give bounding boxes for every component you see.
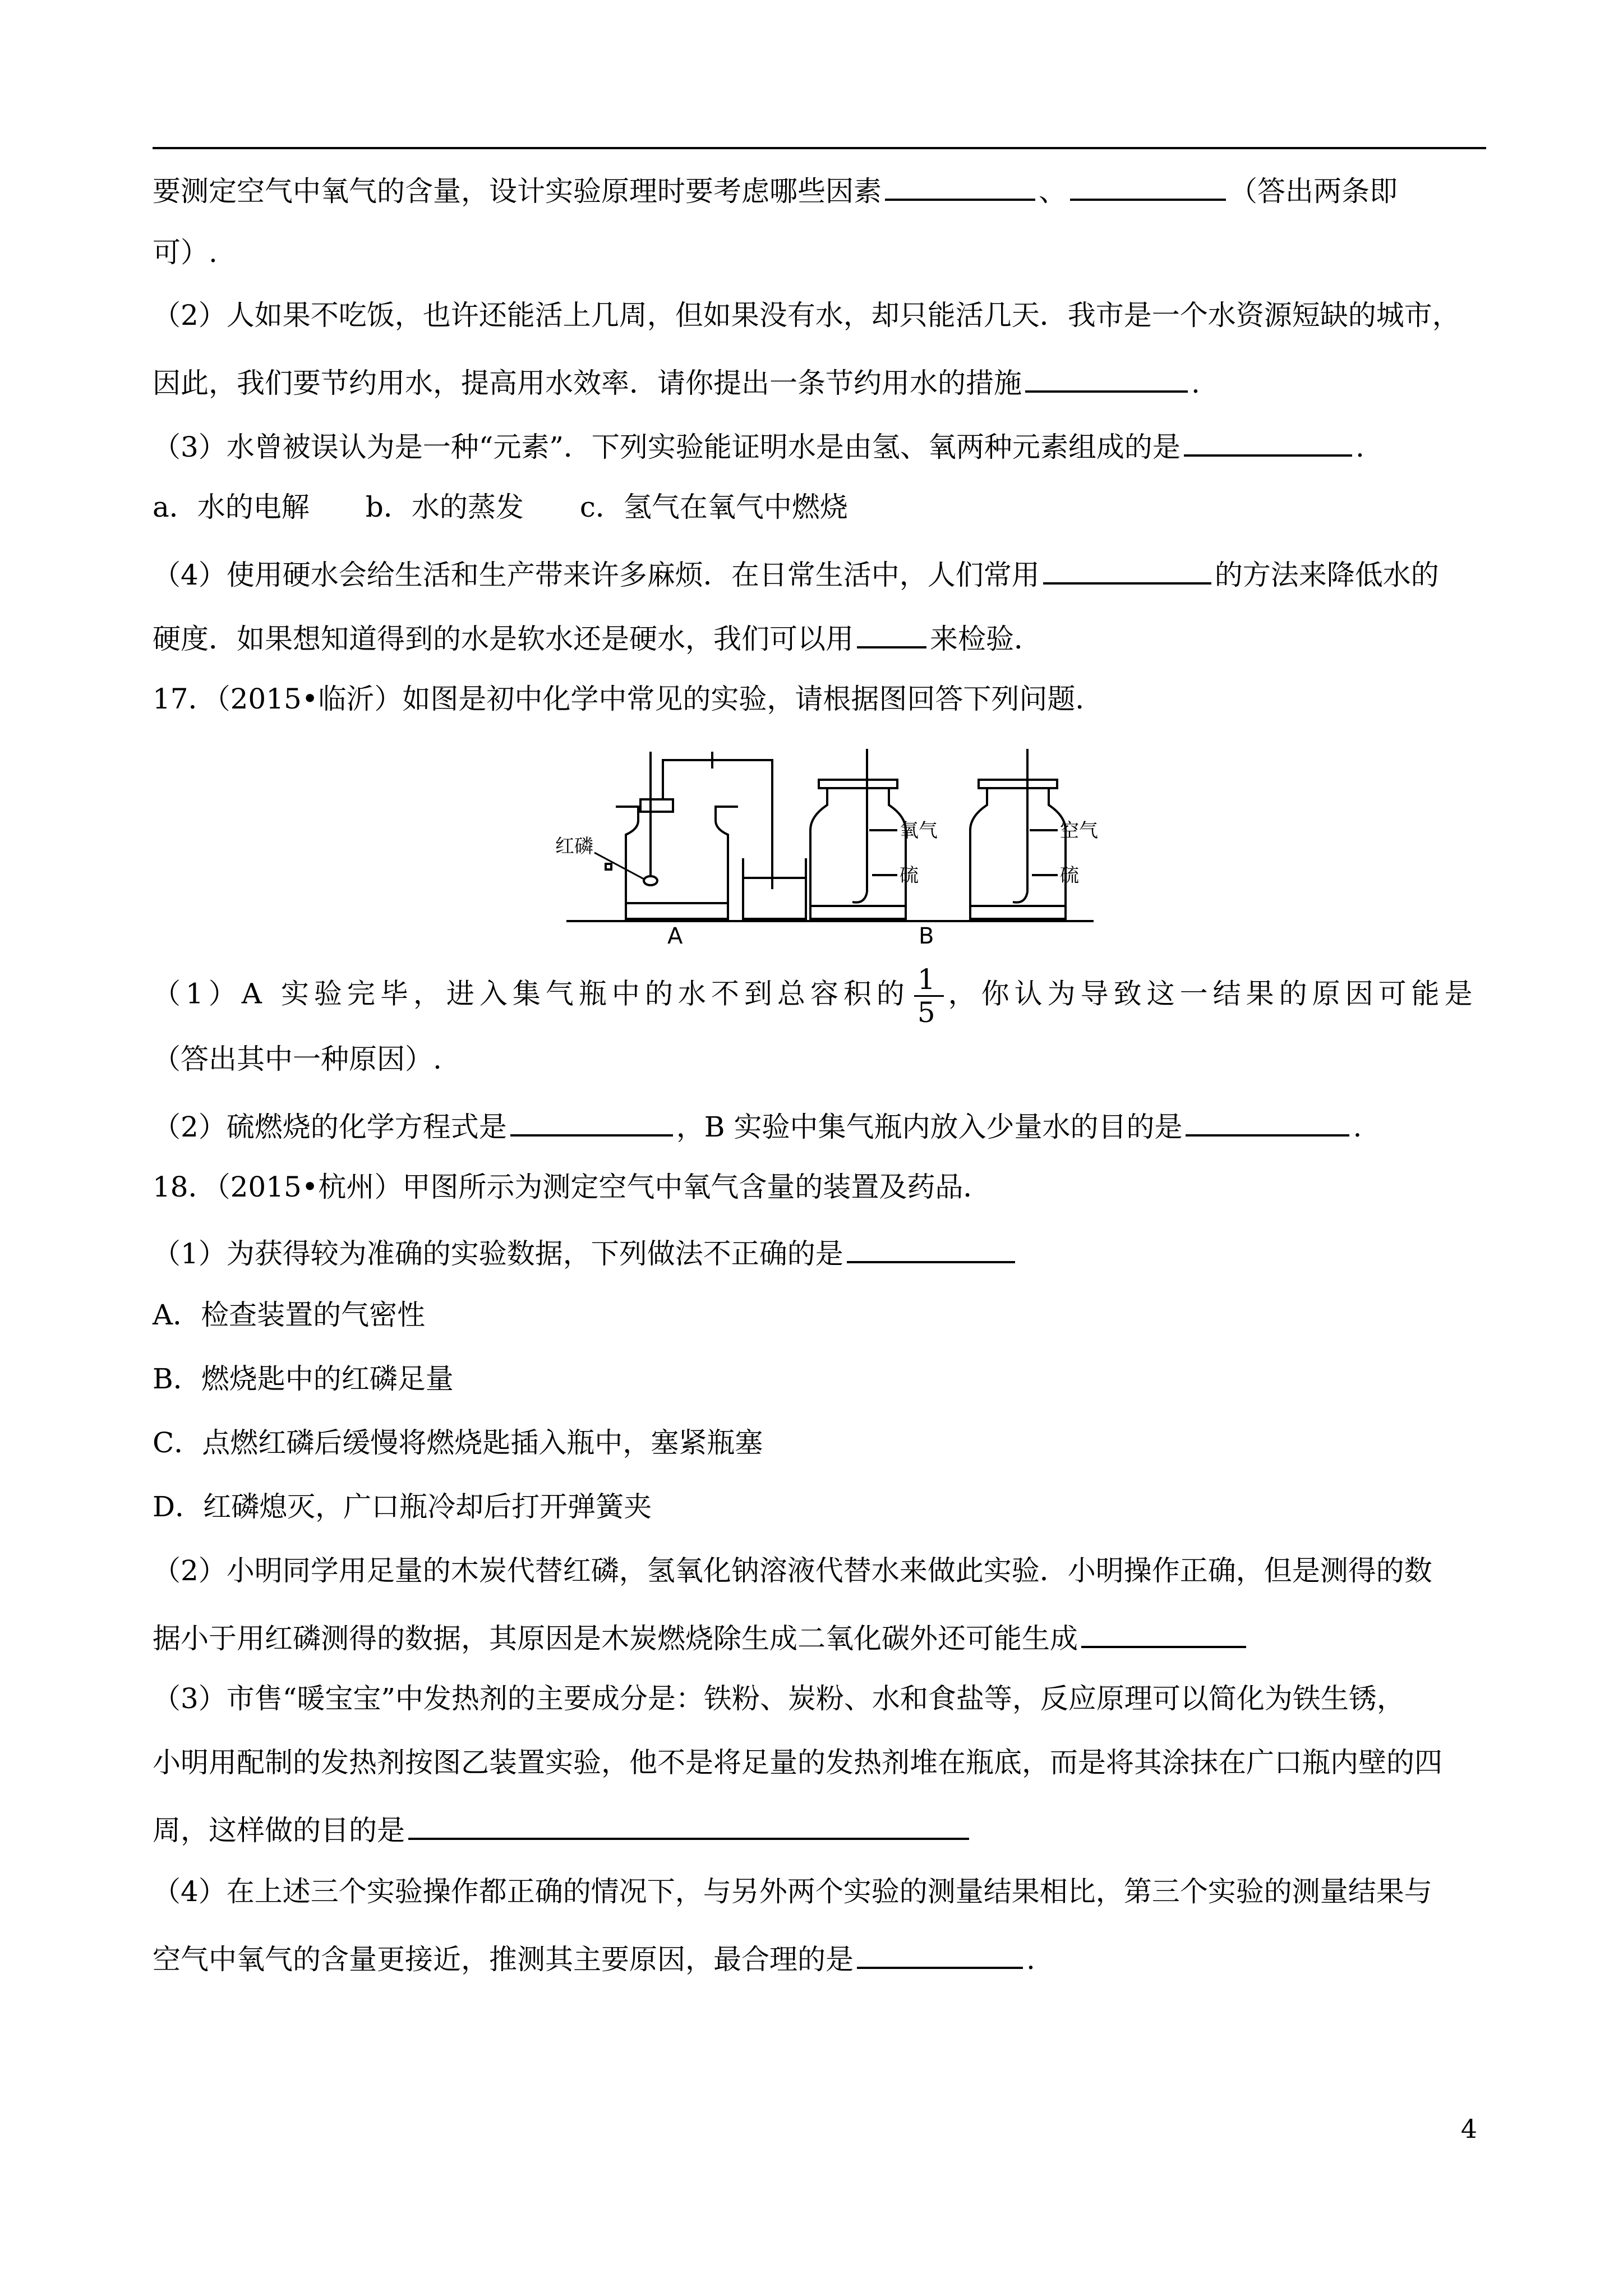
gas-bottle-b1 bbox=[810, 788, 906, 919]
spoon-a bbox=[644, 876, 657, 885]
label-sulfur: 硫 bbox=[1060, 864, 1079, 887]
answer-blank bbox=[857, 1939, 1023, 1969]
apparatus-b-air bbox=[970, 749, 1066, 919]
question-17-part-1 bbox=[153, 964, 1478, 1028]
text: （4）在上述三个实验操作都正确的情况下，与另外两个实验的测量结果相比，第三个实验的测量结果与 bbox=[153, 1875, 1432, 1908]
text: a．水的电解 b．水的蒸发 c．氢气在氧气中燃烧 bbox=[153, 491, 848, 523]
text: （3）市售“暖宝宝”中发热剂的主要成分是：铁粉、炭粉、水和食盐等，反应原理可以简化为铁生锈， bbox=[153, 1682, 1405, 1715]
label-sulfur: 硫 bbox=[900, 864, 919, 887]
text: 18．（2015•杭州）甲图所示为测定空气中氧气含量的装置及药品． bbox=[153, 1171, 992, 1203]
text: 可）. bbox=[153, 236, 218, 269]
answer-blank bbox=[1043, 554, 1211, 585]
option-d bbox=[153, 1490, 652, 1524]
text-line bbox=[153, 1939, 1035, 1976]
apparatus-a bbox=[606, 752, 806, 919]
text: 硬度．如果想知道得到的水是软水还是硬水，我们可以用 bbox=[153, 623, 854, 655]
text-line bbox=[153, 1042, 442, 1076]
text-line-4 bbox=[153, 362, 1200, 400]
text: 、 bbox=[1039, 175, 1067, 208]
question-18-part-3 bbox=[153, 1682, 1405, 1715]
glass-tube bbox=[663, 760, 772, 889]
text-line bbox=[153, 1810, 972, 1847]
question-18-title bbox=[153, 1170, 991, 1204]
text-line-2 bbox=[153, 236, 218, 269]
header-rule bbox=[153, 147, 1486, 149]
experiment-figure bbox=[555, 746, 1144, 948]
answer-blank bbox=[1184, 426, 1352, 457]
label-b: B bbox=[919, 923, 934, 948]
text: D．红磷熄灭，广口瓶冷却后打开弹簧夹 bbox=[153, 1490, 652, 1523]
answer-blank bbox=[1081, 1618, 1246, 1648]
text: 的方法来降低水的 bbox=[1214, 559, 1439, 591]
text-line-1 bbox=[153, 171, 1398, 208]
beaker bbox=[743, 858, 806, 919]
leader-red-phosphorus bbox=[594, 853, 645, 880]
text: C．点燃红磷后缓慢将燃烧匙插入瓶中，塞紧瓶塞 bbox=[153, 1427, 763, 1459]
text: （3）水曾被误认为是一种“元素”．下列实验能证明水是由氢、氧两种元素组成的是 bbox=[153, 431, 1181, 463]
text: （1）A 实验完毕，进入集气瓶中的水不到总容积的 bbox=[153, 977, 910, 1010]
text: 17．（2015•临沂）如图是初中化学中常见的实验，请根据图回答下列问题． bbox=[153, 683, 1104, 715]
question-18-part-4 bbox=[153, 1875, 1432, 1908]
option-c bbox=[153, 1426, 763, 1460]
fraction-denominator: 5 bbox=[917, 996, 940, 1029]
text: （2）人如果不吃饭，也许还能活上几周，但如果没有水，却只能活几天．我市是一个水资源短缺的城市， bbox=[153, 299, 1460, 332]
answer-blank bbox=[857, 618, 926, 648]
text-line-5 bbox=[153, 426, 1364, 464]
question-17-part-2 bbox=[153, 1106, 1362, 1144]
text: （答出两条即 bbox=[1229, 175, 1398, 208]
spoon-b2 bbox=[1013, 892, 1027, 903]
label-air: 空气 bbox=[1060, 820, 1098, 842]
text: （4）使用硬水会给生活和生产带来许多麻烦．在日常生活中，人们常用 bbox=[153, 559, 1040, 591]
gas-bottle-b2 bbox=[970, 788, 1066, 919]
text-line bbox=[153, 1746, 1442, 1779]
text: . bbox=[1191, 367, 1200, 399]
answer-blank bbox=[1186, 1106, 1349, 1137]
text: 空气中氧气的含量更接近，推测其主要原因，最合理的是 bbox=[153, 1943, 854, 1976]
option-b bbox=[153, 1362, 454, 1396]
answer-blank bbox=[510, 1106, 673, 1137]
spoon-b1 bbox=[852, 892, 867, 903]
answer-blank bbox=[885, 171, 1035, 201]
apparatus-b-oxygen bbox=[810, 749, 906, 919]
text: ，B 实验中集气瓶内放入少量水的目的是 bbox=[676, 1111, 1183, 1143]
text: 因此，我们要节约用水，提高用水效率．请你提出一条节约用水的措施 bbox=[153, 367, 1022, 399]
text: （2）硫燃烧的化学方程式是 bbox=[153, 1111, 507, 1143]
text: A．检查装置的气密性 bbox=[153, 1299, 426, 1331]
text-line-7 bbox=[153, 554, 1439, 592]
text: . bbox=[1026, 1943, 1035, 1976]
text: 来检验． bbox=[930, 623, 1042, 655]
answer-blank bbox=[847, 1233, 1015, 1263]
label-a: A bbox=[667, 923, 683, 948]
text: . bbox=[1353, 1111, 1362, 1143]
text: B．燃烧匙中的红磷足量 bbox=[153, 1363, 454, 1395]
label-oxygen: 氧气 bbox=[900, 820, 938, 842]
text: ，你认为导致这一结果的原因可能是 bbox=[948, 977, 1478, 1010]
text-line-6 bbox=[153, 490, 848, 524]
stopper-a bbox=[640, 799, 673, 812]
question-18-part-1 bbox=[153, 1233, 1018, 1271]
text: 据小于用红磷测得的数据，其原因是木炭燃烧除生成二氧化碳外还可能生成 bbox=[153, 1622, 1078, 1655]
label-red-phosphorus: 红磷 bbox=[555, 835, 593, 858]
fraction-numerator: 1 bbox=[914, 964, 944, 997]
corner bbox=[606, 864, 611, 869]
text: 周，这样做的目的是 bbox=[153, 1814, 405, 1847]
text-line-8 bbox=[153, 618, 1042, 656]
lid-b2 bbox=[979, 780, 1057, 788]
text: 小明用配制的发热剂按图乙装置实验，他不是将足量的发热剂堆在瓶底，而是将其涂抹在广口瓶内壁的四 bbox=[153, 1746, 1442, 1779]
page-number: 4 bbox=[1460, 2114, 1477, 2144]
answer-blank bbox=[1070, 171, 1226, 201]
answer-blank bbox=[408, 1810, 969, 1840]
lid-b1 bbox=[819, 780, 897, 788]
answer-blank bbox=[1025, 362, 1188, 393]
text: 要测定空气中氧气的含量，设计实验原理时要考虑哪些因素 bbox=[153, 175, 882, 208]
fraction-one-fifth bbox=[914, 964, 944, 1028]
text: （1）为获得较为准确的实验数据，下列做法不正确的是 bbox=[153, 1237, 843, 1270]
question-17-title bbox=[153, 682, 1103, 716]
text: . bbox=[1355, 431, 1364, 463]
text: （2）小明同学用足量的木炭代替红磷，氢氧化钠溶液代替水来做此实验．小明操作正确，但是测得的数 bbox=[153, 1554, 1432, 1587]
option-a bbox=[153, 1298, 425, 1332]
text-line bbox=[153, 1618, 1249, 1655]
text: （答出其中一种原因）. bbox=[153, 1043, 442, 1075]
text-line-3 bbox=[153, 298, 1460, 332]
question-18-part-2 bbox=[153, 1554, 1432, 1588]
